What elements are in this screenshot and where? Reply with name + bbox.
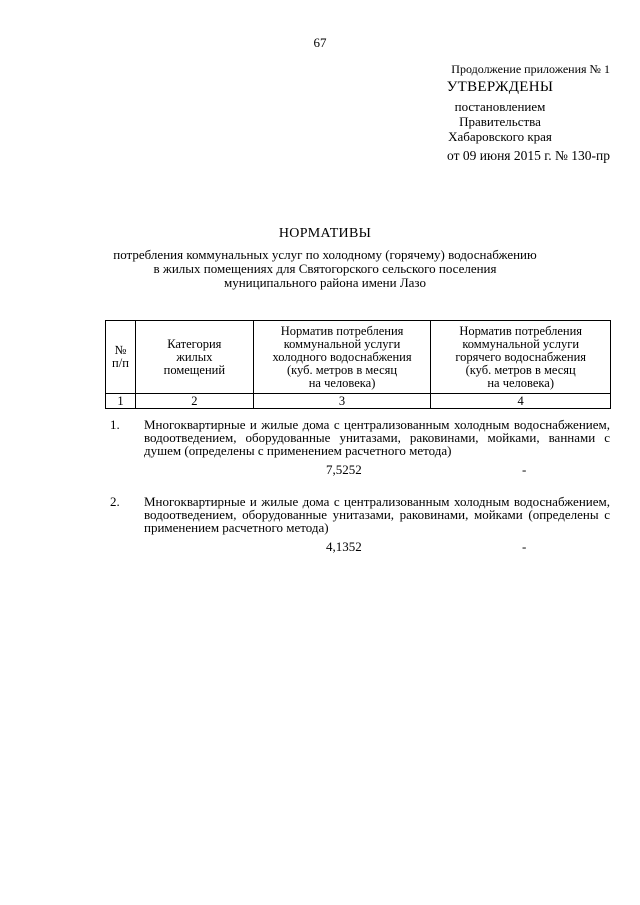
column-number-cell: 2 [135, 394, 253, 409]
norms-table [105, 320, 611, 409]
approval-date: от 09 июня 2015 г. № 130-пр [447, 148, 610, 163]
document-subtitle-3: муниципального района имени Лазо [224, 275, 426, 290]
column-number-cell: 3 [253, 394, 431, 409]
hot-water-norm: - [522, 539, 527, 554]
header-cell-category: Категория жилых помещений [135, 321, 253, 394]
document-title: НОРМАТИВЫ [278, 226, 372, 241]
appendix-continuation: Продолжение приложения № 1 [451, 62, 610, 76]
cold-water-norm: 7,5252 [326, 462, 362, 477]
row-description: Многоквартирные и жилые дома с централизованным холодным водоснабжением, водоотведением, оборудованные унитазами, раковинами, мойками, ваннами с душем (определены с применением расчетного метода) [144, 417, 610, 458]
norm-row-1 [110, 418, 610, 479]
approval-line-3: Хабаровского края [448, 129, 552, 144]
cold-water-norm: 4,1352 [326, 539, 362, 554]
table-header-row [106, 321, 611, 394]
row-values [110, 463, 610, 479]
approval-line-1: постановлением [454, 99, 546, 114]
document-subtitle-1: потребления коммунальных услуг по холодному (горячему) водоснабжению [113, 247, 537, 262]
table-column-numbers-row [106, 394, 611, 409]
row-description: Многоквартирные и жилые дома с централизованным холодным водоснабжением, водоотведением, оборудованные унитазами, раковинами, мойками (определены с применением расчетного метода) [144, 494, 610, 535]
header-cell-cold-norm: Норматив потребления коммунальной услуги холодного водоснабжения (куб. метров в месяц на человека) [253, 321, 431, 394]
page-number: 67 [313, 35, 327, 50]
row-values [110, 540, 610, 556]
approved-label: УТВЕРЖДЕНЫ [446, 79, 554, 95]
row-number: 1. [110, 417, 120, 432]
approval-block [390, 62, 610, 163]
document-subtitle-2: в жилых помещениях для Святогорского сельского поселения [153, 261, 497, 276]
header-cell-hot-norm: Норматив потребления коммунальной услуги горячего водоснабжения (куб. метров в месяц на человека) [431, 321, 611, 394]
document-heading [90, 226, 560, 290]
hot-water-norm: - [522, 462, 527, 477]
header-cell-number: № п/п [106, 321, 136, 394]
column-number-cell: 1 [106, 394, 136, 409]
row-number: 2. [110, 494, 120, 509]
approval-line-2: Правительства [459, 114, 541, 129]
column-number-cell: 4 [431, 394, 611, 409]
norm-row-2 [110, 495, 610, 556]
